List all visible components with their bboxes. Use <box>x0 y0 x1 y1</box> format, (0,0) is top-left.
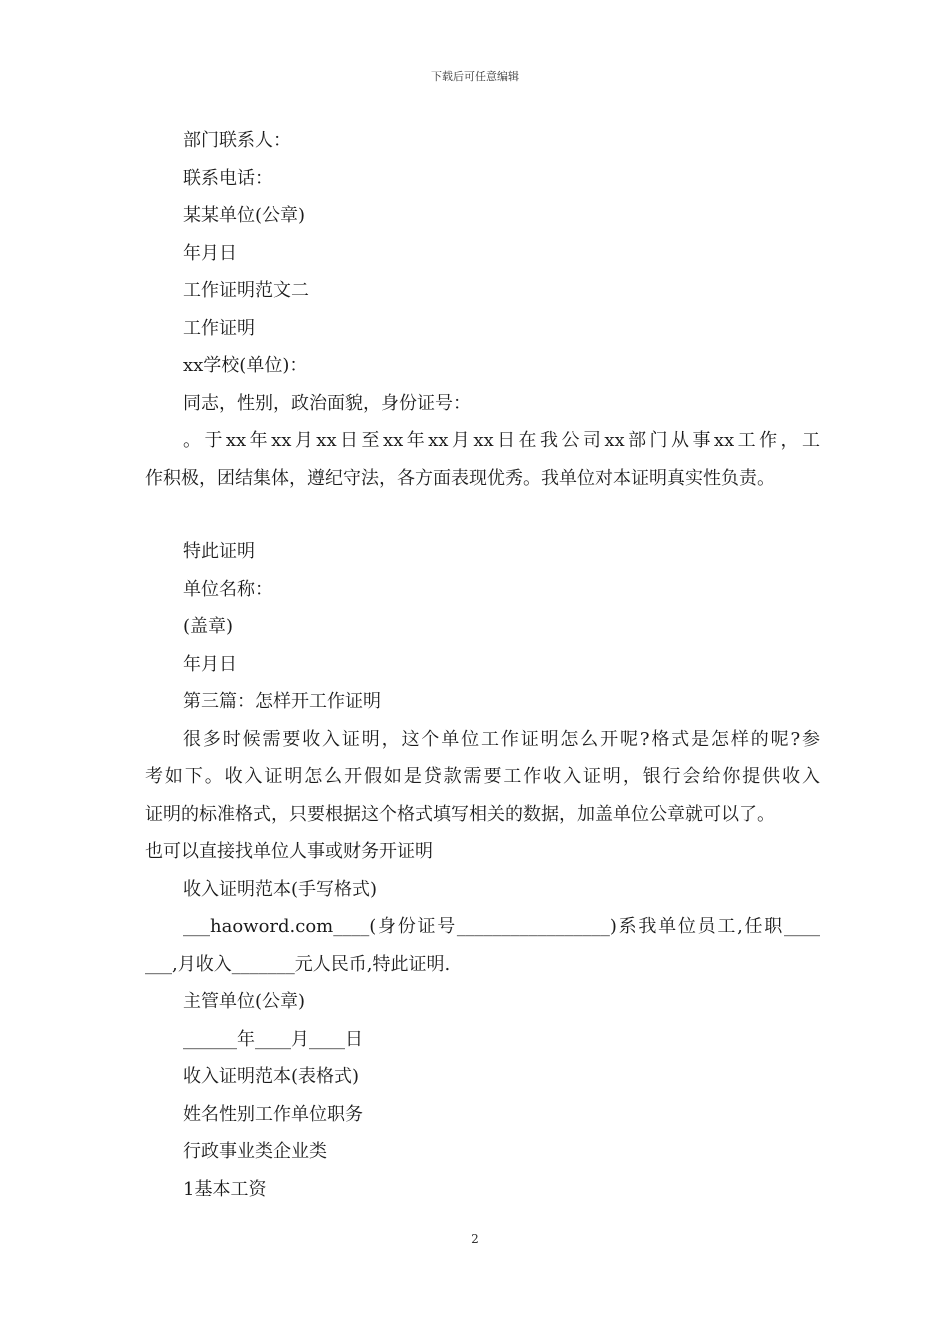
text-line: 。于xx年xx月xx日至xx年xx月xx日在我公司xx部门从事xx工作，工 <box>183 430 820 451</box>
text-line: 收入证明范本(手写格式) <box>183 878 378 900</box>
text-line: xx学校(单位)： <box>183 355 308 376</box>
text-line: ___,月收入_______元人民币,特此证明. <box>145 953 451 975</box>
text-line: 年月日 <box>183 653 237 675</box>
page-header: 下载后可任意编辑 <box>431 70 519 83</box>
text-line: 工作证明范文二 <box>183 280 309 301</box>
text-line: 同志，性别，政治面貌，身份证号： <box>183 392 471 414</box>
text-line: 工作证明 <box>183 317 255 339</box>
text-line: 主管单位(公章) <box>183 991 306 1012</box>
text-line: 很多时候需要收入证明，这个单位工作证明怎么开呢?格式是怎样的呢?参 <box>183 728 820 750</box>
text-line: 年月日 <box>183 242 237 264</box>
text-line: 收入证明范本(表格式) <box>183 1066 360 1087</box>
text-line: 行政事业类企业类 <box>183 1141 327 1162</box>
text-line: 1基本工资 <box>183 1178 267 1200</box>
document-body <box>145 122 820 1208</box>
text-line: (盖章) <box>183 616 234 637</box>
text-line: 考如下。收入证明怎么开假如是贷款需要工作收入证明，银行会给你提供收入 <box>145 766 820 787</box>
text-line: 证明的标准格式，只要根据这个格式填写相关的数据，加盖单位公章就可以了。 <box>145 803 775 825</box>
text-line: ___haoword.com____(身份证号_________________)系我单位员工,任职____ <box>183 916 820 937</box>
paragraph-gap <box>145 497 820 533</box>
text-line: 作积极，团结集体，遵纪守法，各方面表现优秀。我单位对本证明真实性负责。 <box>145 467 775 489</box>
text-line: 部门联系人： <box>183 130 291 151</box>
text-line: 第三篇：怎样开工作证明 <box>183 691 381 712</box>
text-line: 也可以直接找单位人事或财务开证明 <box>145 841 433 862</box>
text-line: 联系电话： <box>183 167 273 189</box>
page-number: 2 <box>471 1232 479 1246</box>
text-line: 某某单位(公章) <box>183 205 306 226</box>
text-line: 单位名称： <box>183 578 273 600</box>
text-line: ______年____月____日 <box>183 1028 363 1050</box>
text-line: 特此证明 <box>183 541 255 562</box>
text-line: 姓名性别工作单位职务 <box>183 1103 363 1125</box>
